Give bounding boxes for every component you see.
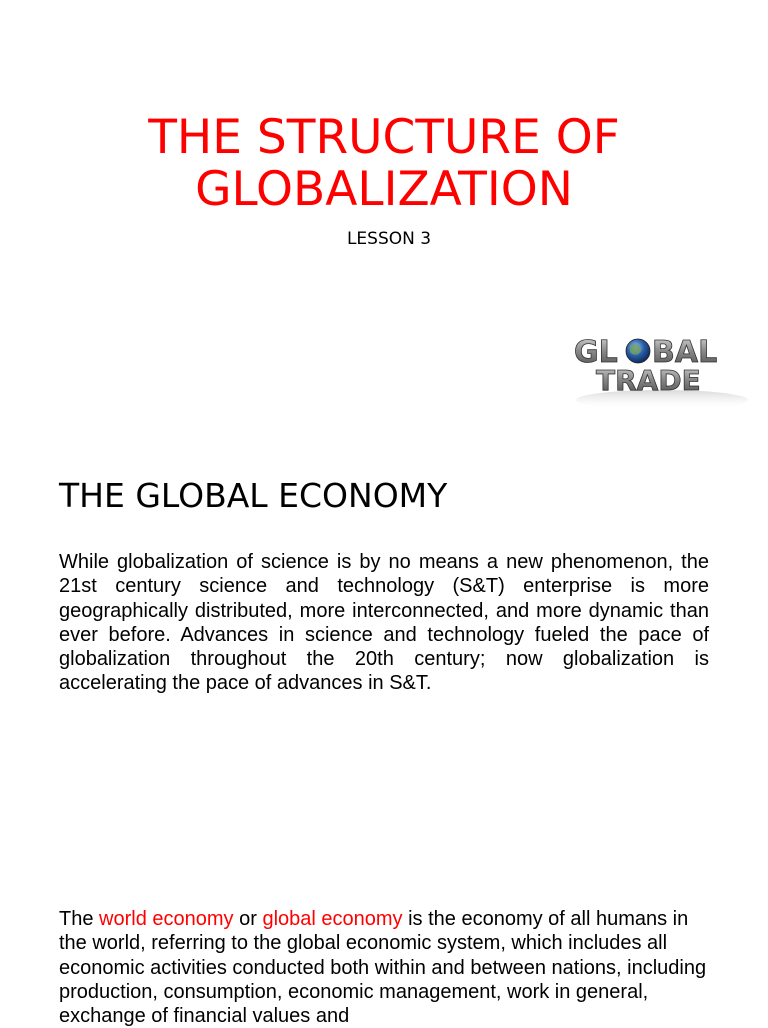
paragraph-globalization: While globalization of science is by no means a new phenomenon, the 21st century science and technology (S&T) enterprise is more geographically distributed, more interconnected, and more dynamic than ever before. Advances in science and technology fueled the pace of globalization throughout the 20th century; now globalization is accelerating the pace of advances in S&T. (59, 551, 709, 695)
page-title: THE STRUCTURE OF GLOBALIZATION (148, 110, 620, 217)
lesson-subtitle: LESSON 3 (346, 229, 432, 249)
logo-text-trade: TRADE (596, 364, 701, 397)
logo-text-gl: GL (574, 335, 618, 370)
world-economy-link[interactable]: world economy (99, 908, 234, 930)
logo-text-bal: BAL (652, 335, 718, 370)
section-heading: THE GLOBAL ECONOMY (59, 476, 448, 515)
paragraph-world-economy (59, 907, 709, 1028)
global-economy-link[interactable]: global economy (262, 908, 403, 930)
paragraph-text: is the economy of all humans in the world, referring to the global economic system, which includes all economic activities conducted both within and between nations, including production, consumption, economic management, work in general, exchange of financial values and (59, 908, 707, 1028)
paragraph-text: The (59, 908, 100, 930)
global-trade-logo (572, 330, 752, 410)
paragraph-text: or (233, 908, 263, 930)
